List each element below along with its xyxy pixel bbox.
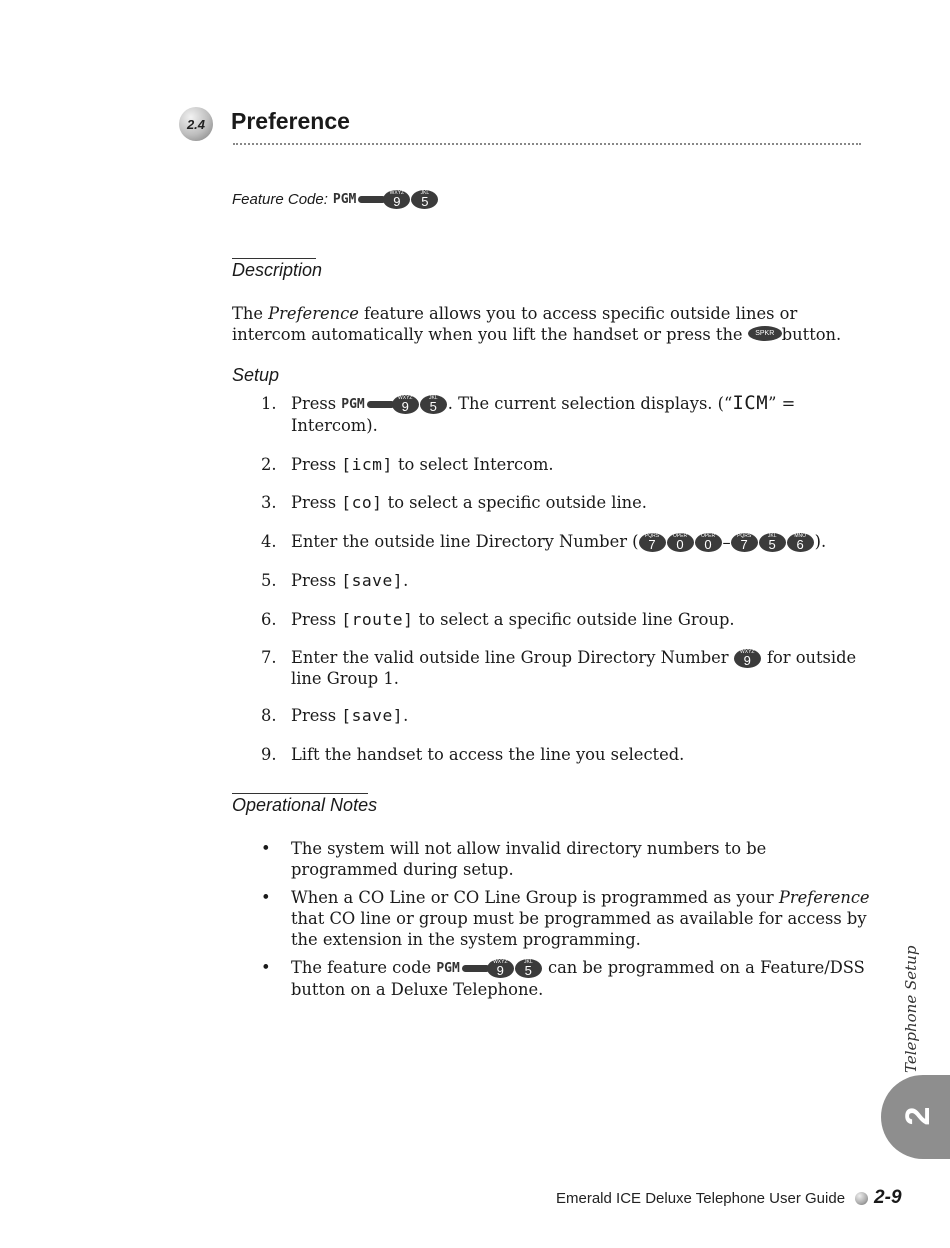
list-item: 4. Enter the outside line Directory Number ( PQRS 7 OPER 0 OPER 0 – PQRS 7 JKL 5 MNO 6 ). <box>261 531 827 552</box>
softkey-label: [save] <box>341 706 404 725</box>
setup-heading: Setup <box>232 365 280 385</box>
page-number: 2-9 <box>874 1187 902 1208</box>
dotted-divider <box>233 143 861 145</box>
list-item: 7. Enter the valid outside line Group Directory Number WXYZ 9 for outside line Group 1. <box>261 648 857 688</box>
description-rule <box>232 258 316 259</box>
dial-key-icon: PQRS 7 <box>639 533 666 552</box>
dial-key-icon: WXYZ 9 <box>383 190 410 209</box>
pgm-key-icon <box>462 965 490 972</box>
dial-key-icon: WXYZ 9 <box>734 649 761 668</box>
display-text: ICM <box>732 392 769 414</box>
notes-rule <box>232 793 368 794</box>
pgm-key-label: PGM <box>341 397 365 412</box>
bullet-ball-icon <box>855 1192 868 1205</box>
list-item: 8. Press [save]. <box>261 706 409 725</box>
pgm-key-label: PGM <box>436 961 460 976</box>
section-number: 2.4 <box>186 116 206 132</box>
pgm-key-icon <box>367 401 395 408</box>
dial-key-icon: JKL 5 <box>411 190 438 209</box>
dial-key-icon: JKL 5 <box>515 959 542 978</box>
list-item: • When a CO Line or CO Line Group is programmed as your Preference that CO line or group must be programmed as available for access by the extension in the system programming. <box>261 888 870 949</box>
description-heading: Description <box>232 260 323 280</box>
softkey-label: [route] <box>341 609 414 629</box>
list-item: 9. Lift the handset to access the line you selected. <box>261 744 685 764</box>
softkey-label: [save] <box>341 571 404 590</box>
pgm-key-label: PGM <box>332 191 357 207</box>
feature-name: Preference <box>268 304 359 323</box>
dial-key-icon: JKL 5 <box>759 533 786 552</box>
page-footer <box>556 1186 902 1210</box>
notes-heading: Operational Notes <box>232 795 378 815</box>
list-item: • The system will not allow invalid directory numbers to be programmed during setup. <box>261 839 767 879</box>
list-item: 6. Press [route] to select a specific outside line Group. <box>261 609 735 629</box>
description-text: The Preference feature allows you to access specific outside lines or intercom automatically when you lift the handset or press the SPKR button. <box>232 304 842 344</box>
feature-code-label: Feature Code: <box>232 190 328 208</box>
softkey-label: [co] <box>341 493 383 512</box>
pgm-key-icon <box>358 196 386 203</box>
dial-key-icon: PQRS 7 <box>731 533 758 552</box>
list-item: 2. Press [icm] to select Intercom. <box>261 454 554 474</box>
chapter-side-label: Telephone Setup <box>902 945 920 1073</box>
notes-list <box>258 838 875 1007</box>
footer-title: Emerald ICE Deluxe Telephone User Guide <box>556 1189 846 1207</box>
feature-code-line <box>232 188 439 210</box>
dial-key-icon: OPER 0 <box>695 533 722 552</box>
section-number-badge <box>179 107 213 141</box>
dial-key-icon: OPER 0 <box>667 533 694 552</box>
spkr-key-icon: SPKR <box>748 326 782 341</box>
page-title: Preference <box>231 108 350 134</box>
list-item: 1. Press PGM WXYZ 9 JKL 5 . The current selection displays. (“ICM” = Intercom). <box>261 392 796 435</box>
dial-key-icon: JKL 5 <box>420 395 447 414</box>
list-item: 5. Press [save]. <box>261 571 409 590</box>
list-item: 3. Press [co] to select a specific outside line. <box>261 493 647 512</box>
dial-key-icon: WXYZ 9 <box>392 395 419 414</box>
feature-code-keys <box>333 190 439 209</box>
dial-key-icon: WXYZ 9 <box>487 959 514 978</box>
dial-key-icon: MNO 6 <box>787 533 814 552</box>
chapter-number: 2 <box>899 1106 937 1126</box>
softkey-label: [icm] <box>341 454 393 474</box>
setup-steps <box>258 393 873 782</box>
list-item: • The feature code PGM WXYZ 9 JKL 5 can be programmed on a Feature/DSS button on a Deluxe Telephone. <box>261 958 865 999</box>
